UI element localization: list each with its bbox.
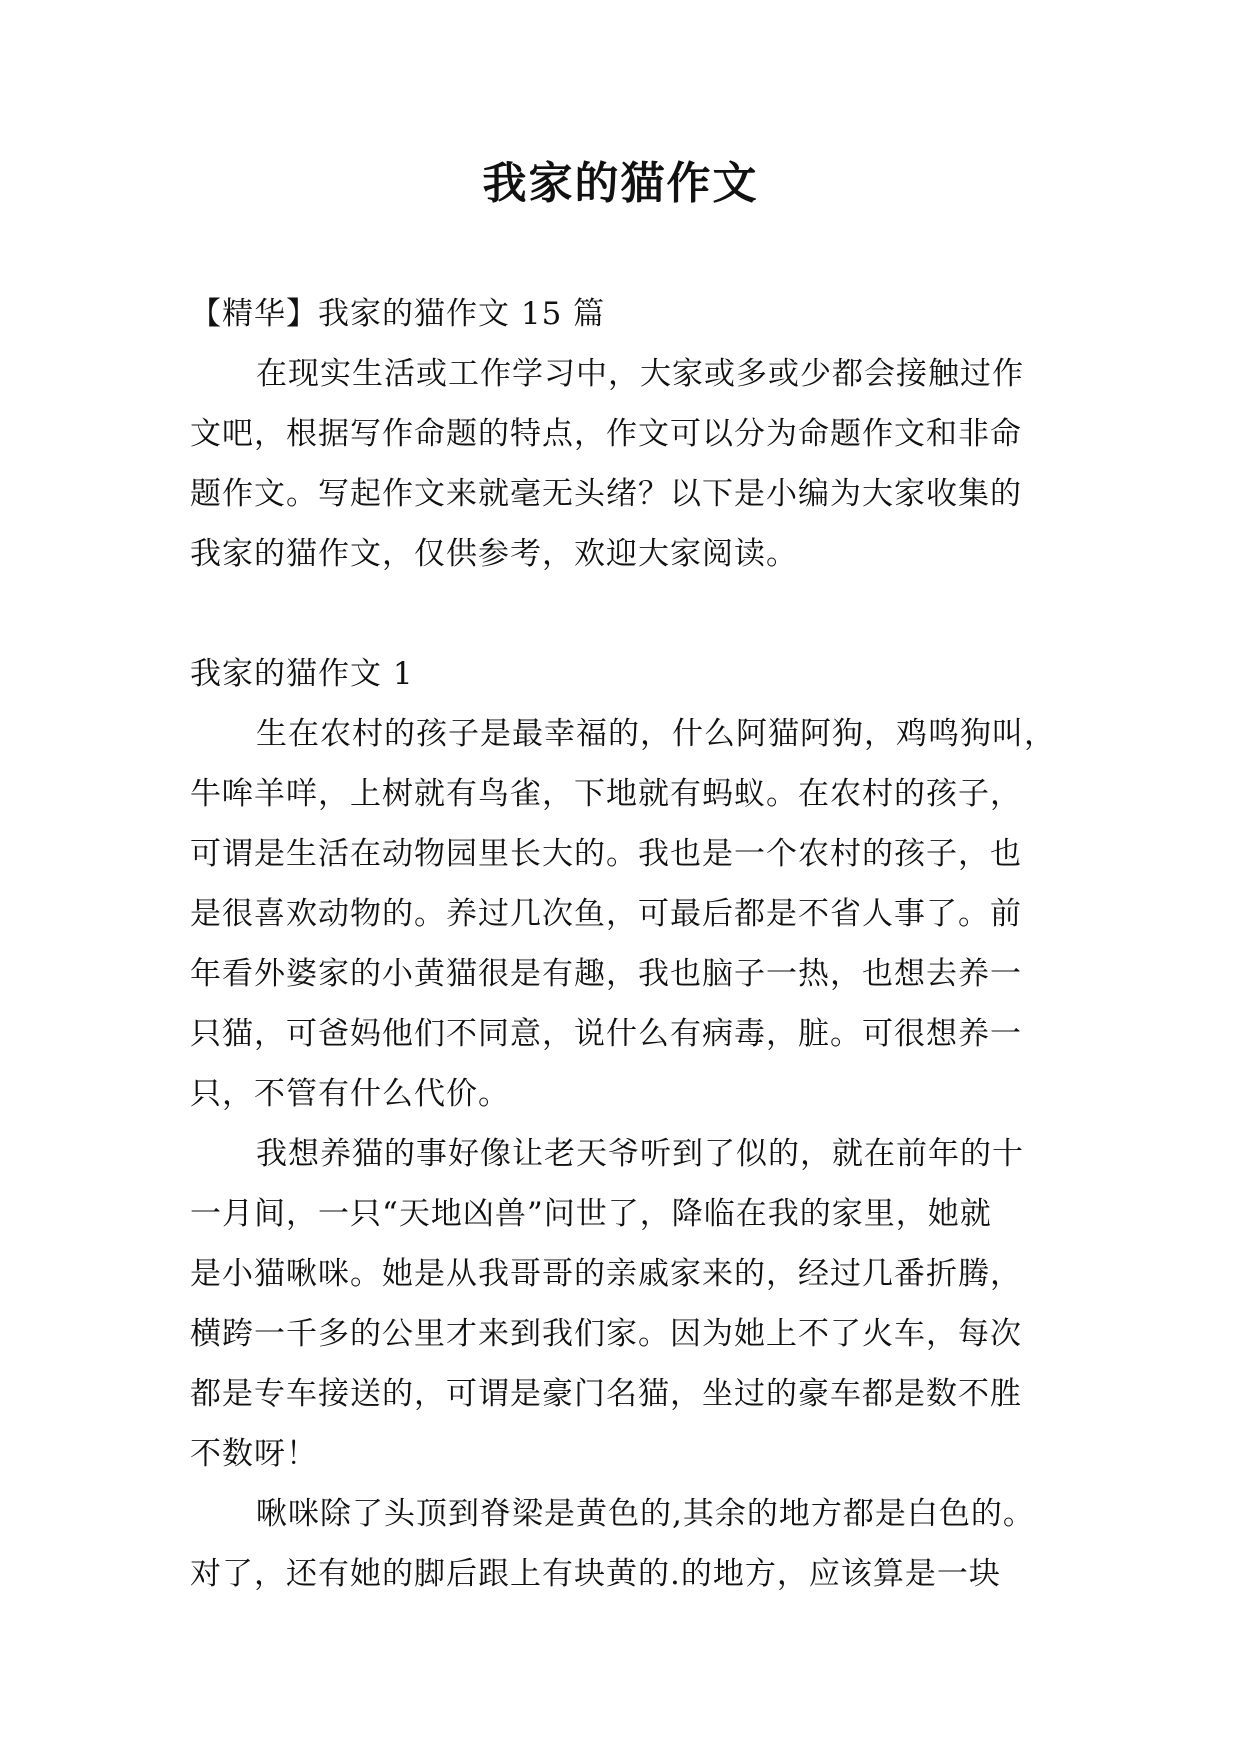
paragraph2-line-4: 横跨一千多的公里才来到我们家。因为她上不了火车，每次 bbox=[190, 1316, 1022, 1352]
paragraph3-line-1: 啾咪除了头顶到脊梁是黄色的,其余的地方都是白色的。 bbox=[256, 1496, 1035, 1532]
paragraph1-line-7: 只，不管有什么代价。 bbox=[190, 1076, 510, 1112]
paragraph2-line-6: 不数呀！ bbox=[190, 1436, 318, 1472]
paragraph3-line-2: 对了，还有她的脚后跟上有块黄的.的地方，应该算是一块 bbox=[190, 1556, 1001, 1592]
document-title: 我家的猫作文 bbox=[482, 158, 759, 209]
paragraph2-line-5: 都是专车接送的，可谓是豪门名猫，坐过的豪车都是数不胜 bbox=[190, 1376, 1022, 1412]
section-heading: 我家的猫作文 1 bbox=[190, 656, 414, 692]
subtitle-line: 【精华】我家的猫作文 15 篇 bbox=[190, 296, 606, 332]
paragraph1-line-2: 牛哞羊咩，上树就有鸟雀，下地就有蚂蚁。在农村的孩子， bbox=[190, 776, 1022, 812]
paragraph1-line-3: 可谓是生活在动物园里长大的。我也是一个农村的孩子，也 bbox=[190, 836, 1022, 872]
paragraph1-line-6: 只猫，可爸妈他们不同意，说什么有病毒，脏。可很想养一 bbox=[190, 1016, 1022, 1052]
intro-line-1: 在现实生活或工作学习中，大家或多或少都会接触过作 bbox=[256, 356, 1024, 392]
paragraph2-line-1: 我想养猫的事好像让老天爷听到了似的，就在前年的十 bbox=[256, 1136, 1024, 1172]
intro-line-3: 题作文。写起作文来就毫无头绪？以下是小编为大家收集的 bbox=[190, 476, 1022, 512]
paragraph1-line-1: 生在农村的孩子是最幸福的，什么阿猫阿狗，鸡鸣狗叫， bbox=[256, 716, 1056, 752]
intro-line-4: 我家的猫作文，仅供参考，欢迎大家阅读。 bbox=[190, 536, 798, 572]
intro-line-2: 文吧，根据写作命题的特点，作文可以分为命题作文和非命 bbox=[190, 416, 1022, 452]
document-body bbox=[190, 284, 1056, 1604]
paragraph2-line-2: 一月间，一只“天地凶兽”问世了，降临在我的家里，她就 bbox=[190, 1196, 992, 1232]
paragraph1-line-4: 是很喜欢动物的。养过几次鱼，可最后都是不省人事了。前 bbox=[190, 896, 1022, 932]
paragraph2-line-3: 是小猫啾咪。她是从我哥哥的亲戚家来的，经过几番折腾， bbox=[190, 1256, 1022, 1292]
paragraph1-line-5: 年看外婆家的小黄猫很是有趣，我也脑子一热，也想去养一 bbox=[190, 956, 1022, 992]
paragraph-gap bbox=[190, 584, 1050, 644]
